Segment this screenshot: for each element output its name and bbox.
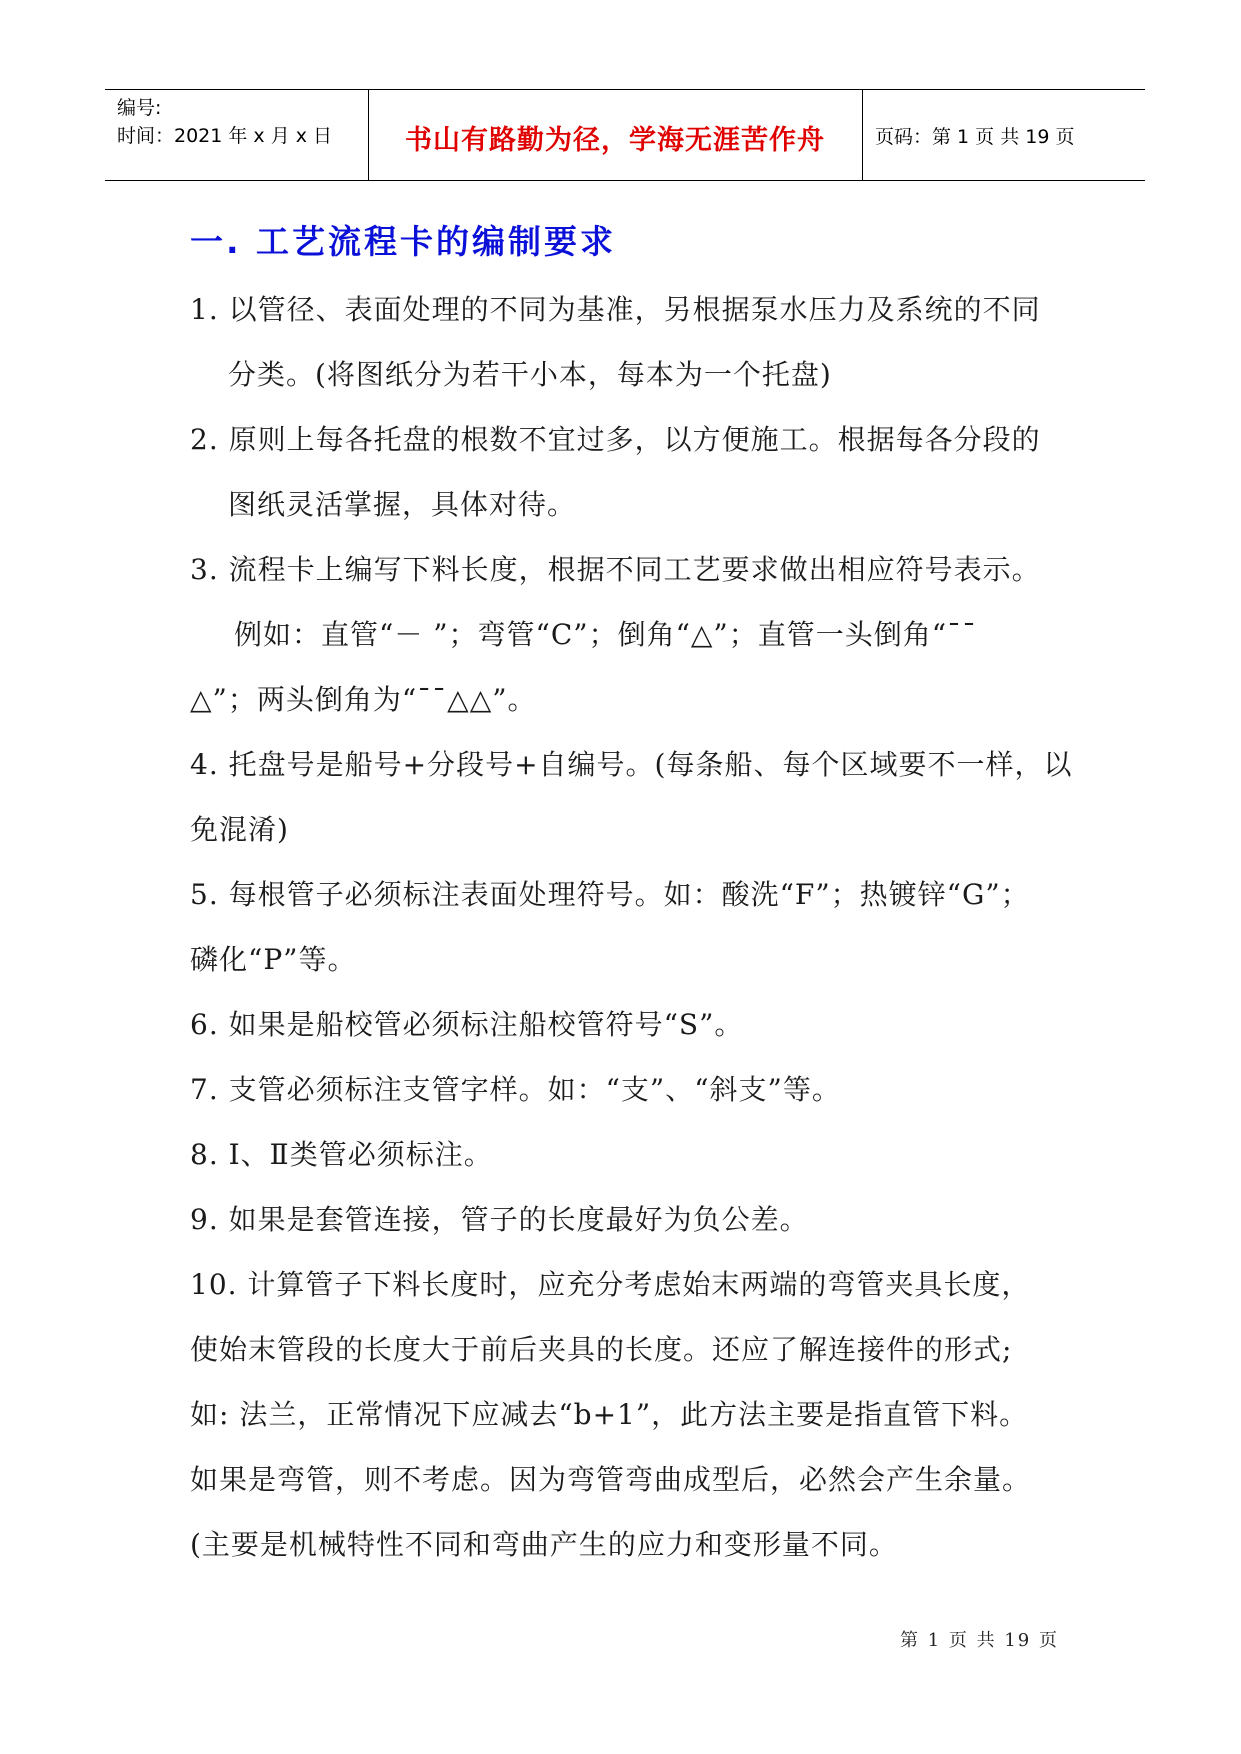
body-line: 3. 流程卡上编写下料长度，根据不同工艺要求做出相应符号表示。	[190, 553, 1041, 586]
body-line: △”；两头倒角为“¯¯△△”。	[190, 683, 537, 716]
body-line: 分类。(将图纸分为若干小本，每本为一个托盘)	[228, 358, 832, 391]
body-line: 2. 原则上每各托盘的根数不宜过多，以方便施工。根据每各分段的	[190, 423, 1041, 456]
body-line: 如果是弯管，则不考虑。因为弯管弯曲成型后，必然会产生余量。	[190, 1463, 1032, 1496]
document-body	[190, 277, 1090, 1577]
section-heading: 一. 工艺流程卡的编制要求	[190, 222, 617, 261]
body-line: 8. Ⅰ、Ⅱ类管必须标注。	[190, 1138, 493, 1171]
header-divider-right	[862, 90, 863, 180]
body-line: 免混淆)	[190, 813, 289, 846]
body-line: 使始末管段的长度大于前后夹具的长度。还应了解连接件的形式;	[190, 1333, 1013, 1366]
header-motto: 书山有路勤为径，学海无涯苦作舟	[405, 125, 825, 156]
doc-number-label: 编号:	[117, 97, 162, 119]
page-header	[105, 89, 1145, 181]
header-meta	[117, 94, 332, 150]
page-footer: 第 1 页 共 19 页	[900, 1630, 1059, 1651]
body-line: 9. 如果是套管连接，管子的长度最好为负公差。	[190, 1203, 809, 1236]
body-line: 如: 法兰，正常情况下应减去“b+1”，此方法主要是指直管下料。	[190, 1398, 1029, 1431]
body-line: 6. 如果是船校管必须标注船校管符号“S”。	[190, 1008, 744, 1041]
body-line: 7. 支管必须标注支管字样。如：“支”、“斜支”等。	[190, 1073, 841, 1106]
body-line: 10. 计算管子下料长度时，应充分考虑始末两端的弯管夹具长度，	[190, 1268, 1031, 1301]
body-line: 4. 托盘号是船号+分段号+自编号。(每条船、每个区域要不一样，以	[190, 748, 1073, 781]
body-line: 例如：直管“－ ”；弯管“C”；倒角“△”；直管一头倒角“¯¯	[234, 618, 978, 651]
body-line: 图纸灵活掌握，具体对待。	[228, 488, 577, 521]
body-line: 5. 每根管子必须标注表面处理符号。如：酸洗“F”；热镀锌“G”；	[190, 878, 1030, 911]
body-line: 磷化“P”等。	[190, 943, 357, 976]
body-line: 1. 以管径、表面处理的不同为基准，另根据泵水压力及系统的不同	[190, 293, 1041, 326]
body-line: (主要是机械特性不同和弯曲产生的应力和变形量不同。	[190, 1528, 898, 1561]
header-page-number: 页码：第 1 页 共 19 页	[875, 126, 1075, 148]
doc-time-label: 时间：2021 年 x 月 x 日	[117, 125, 333, 147]
